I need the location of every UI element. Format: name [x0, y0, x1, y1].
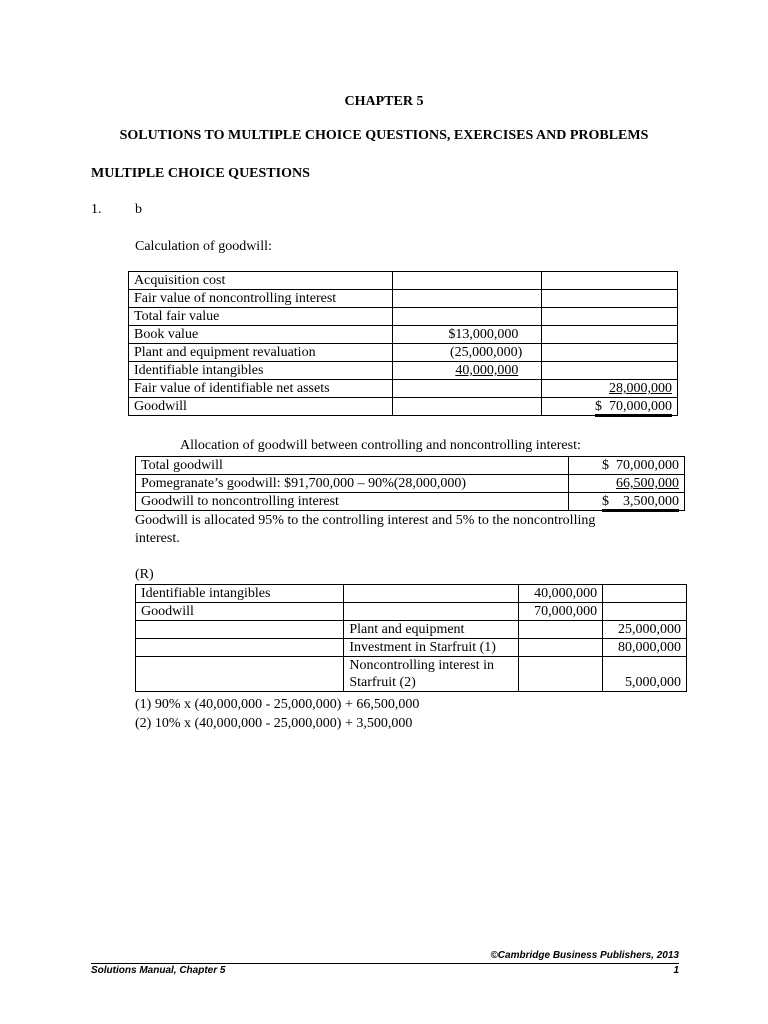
row-label: Pomegranate’s goodwill: $91,700,000 – 90%(28,000,000) — [136, 475, 569, 493]
table-row — [136, 475, 685, 493]
debit-amount — [519, 621, 603, 639]
credit-account: Plant and equipment — [344, 621, 519, 639]
credit-amount: 5,000,000 — [603, 657, 687, 692]
revaluation-value: (25,000,000) — [449, 345, 523, 360]
row-label: Goodwill to noncontrolling interest — [136, 493, 569, 511]
allocation-note-line2: interest. — [135, 531, 180, 546]
table-row — [136, 493, 685, 511]
row-label: Total fair value — [129, 308, 393, 326]
table-row — [129, 344, 678, 362]
row-label: Fair value of identifiable net assets — [129, 380, 393, 398]
table-row — [129, 362, 678, 380]
row-mid-value — [392, 380, 542, 398]
entry-label: (R) — [135, 567, 154, 582]
debit-amount: 70,000,000 — [519, 603, 603, 621]
row-label: Book value — [129, 326, 393, 344]
table-row — [136, 639, 687, 657]
table-row — [136, 585, 687, 603]
allocation-title: Allocation of goodwill between controlling and noncontrolling interest: — [180, 438, 581, 453]
chapter-title: CHAPTER 5 — [344, 94, 424, 109]
allocation-table — [135, 456, 685, 511]
row-value — [569, 475, 685, 493]
allocation-note-line1: Goodwill is allocated 95% to the controlling interest and 5% to the noncontrolling — [135, 513, 596, 528]
document-subtitle: SOLUTIONS TO MULTIPLE CHOICE QUESTIONS, EXERCISES AND PROBLEMS — [119, 128, 649, 143]
row-mid-value — [392, 290, 542, 308]
row-mid-value — [392, 362, 542, 380]
row-mid-value — [392, 326, 542, 344]
credit-amount: 25,000,000 — [603, 621, 687, 639]
row-label: Acquisition cost — [129, 272, 393, 290]
credit-account — [344, 585, 519, 603]
row-right-value — [542, 308, 678, 326]
debit-account — [136, 657, 344, 692]
table-row — [129, 290, 678, 308]
row-mid-value — [392, 308, 542, 326]
table-row — [129, 398, 678, 416]
row-right-value — [542, 362, 678, 380]
goodwill-calc-title: Calculation of goodwill: — [135, 239, 272, 254]
intangibles-value: 40,000,000 — [455, 363, 519, 378]
row-right-value — [542, 344, 678, 362]
row-value — [569, 493, 685, 511]
row-right-value — [542, 380, 678, 398]
journal-entry-table — [135, 584, 687, 692]
table-row — [129, 326, 678, 344]
table-row — [136, 603, 687, 621]
controlling-goodwill-value: 66,500,000 — [616, 476, 679, 491]
credit-account — [344, 657, 519, 692]
credit-account-line2: Starfruit (2) — [349, 675, 416, 690]
table-row — [129, 308, 678, 326]
section-heading: MULTIPLE CHOICE QUESTIONS — [91, 166, 310, 181]
credit-account-line1: Noncontrolling interest in — [349, 658, 494, 673]
debit-amount: 40,000,000 — [519, 585, 603, 603]
row-label: Plant and equipment revaluation — [129, 344, 393, 362]
credit-amount — [603, 603, 687, 621]
footer-divider — [91, 963, 679, 964]
table-row — [129, 272, 678, 290]
book-value: $13,000,000 — [448, 327, 519, 342]
row-mid-value — [392, 344, 542, 362]
row-right-value — [542, 326, 678, 344]
row-label: Identifiable intangibles — [129, 362, 393, 380]
copyright-notice: ©Cambridge Business Publishers, 2013 — [490, 950, 679, 961]
goodwill-calc-table — [128, 271, 678, 416]
question-number: 1. — [91, 202, 102, 217]
row-right-value — [542, 272, 678, 290]
table-row — [136, 657, 687, 692]
entry-note-1: (1) 90% x (40,000,000 - 25,000,000) + 66,500,000 — [135, 697, 420, 712]
row-mid-value — [392, 272, 542, 290]
row-right-value — [542, 290, 678, 308]
goodwill-total-value: $ 70,000,000 — [595, 399, 672, 417]
row-label: Goodwill — [129, 398, 393, 416]
row-label: Fair value of noncontrolling interest — [129, 290, 393, 308]
nci-goodwill-value: $ 3,500,000 — [602, 494, 679, 512]
manual-title: Solutions Manual, Chapter 5 — [91, 965, 226, 976]
debit-account: Goodwill — [136, 603, 344, 621]
debit-account — [136, 621, 344, 639]
debit-account: Identifiable intangibles — [136, 585, 344, 603]
credit-account: Investment in Starfruit (1) — [344, 639, 519, 657]
debit-amount — [519, 639, 603, 657]
credit-account — [344, 603, 519, 621]
credit-amount — [603, 585, 687, 603]
table-row — [136, 457, 685, 475]
debit-amount — [519, 657, 603, 692]
row-value: $ 70,000,000 — [569, 457, 685, 475]
question-answer: b — [135, 202, 142, 217]
table-row — [136, 621, 687, 639]
entry-note-2: (2) 10% x (40,000,000 - 25,000,000) + 3,500,000 — [135, 716, 413, 731]
row-mid-value — [392, 398, 542, 416]
page-number: 1 — [673, 965, 679, 976]
credit-amount: 80,000,000 — [603, 639, 687, 657]
row-label: Total goodwill — [136, 457, 569, 475]
table-row — [129, 380, 678, 398]
net-assets-value: 28,000,000 — [609, 381, 672, 396]
debit-account — [136, 639, 344, 657]
row-right-value — [542, 398, 678, 416]
